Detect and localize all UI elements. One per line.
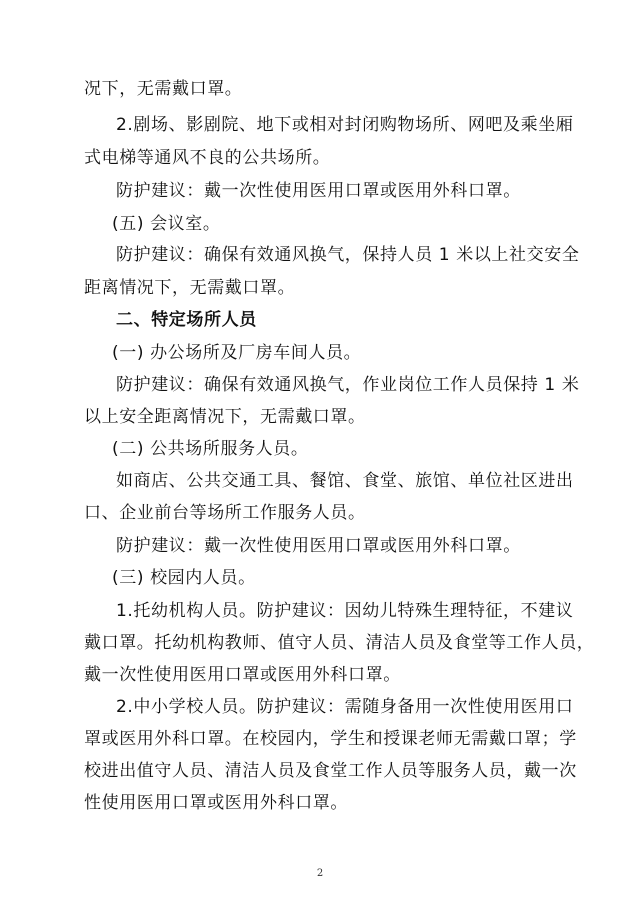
section-heading: (一) 办公场所及厂房车间人员。 [112,343,362,363]
section-heading: 二、特定场所人员 [116,310,257,330]
text-line: 2.剧场、影剧院、地下或相对封闭购物场所、网吧及乘坐厢 [116,115,574,135]
text-line: 防护建议：戴一次性使用医用口罩或医用外科口罩。 [116,536,521,556]
text-line: 式电梯等通风不良的公共场所。 [84,148,331,168]
text-line: 防护建议：戴一次性使用医用口罩或医用外科口罩。 [116,181,521,201]
text-line: 1.托幼机构人员。防护建议：因幼儿特殊生理特征，不建议 [116,601,574,621]
text-line: 如商店、公共交通工具、餐馆、食堂、旅馆、单位社区进出 [116,471,574,491]
text-line: 距离情况下，无需戴口罩。 [84,278,296,298]
section-heading: (二) 公共场所服务人员。 [112,439,309,459]
text-line: 以上安全距离情况下，无需戴口罩。 [84,407,366,427]
text-line: 2.中小学校人员。防护建议：需随身备用一次性使用医用口 [116,697,574,717]
section-heading: (三) 校园内人员。 [112,568,256,588]
page-number: 2 [316,868,324,879]
text-line: 况下，无需戴口罩。 [84,79,243,99]
text-line: 防护建议：确保有效通风换气，保持人员 1 米以上社交安全 [116,245,580,265]
text-line: 罩或医用外科口罩。在校园内，学生和授课老师无需戴口罩；学 [84,729,577,749]
text-line: 戴一次性使用医用口罩或医用外科口罩。 [84,665,401,685]
text-line: 性使用医用口罩或医用外科口罩。 [84,793,348,813]
section-heading: (五) 会议室。 [112,214,221,234]
text-line: 校进出值守人员、清洁人员及食堂工作人员等服务人员，戴一次 [84,761,577,781]
text-line: 口、企业前台等场所工作服务人员。 [84,503,366,523]
text-line: 防护建议：确保有效通风换气，作业岗位工作人员保持 1 米 [116,375,580,395]
text-line: 戴口罩。托幼机构教师、值守人员、清洁人员及食堂等工作人员， [84,633,595,653]
